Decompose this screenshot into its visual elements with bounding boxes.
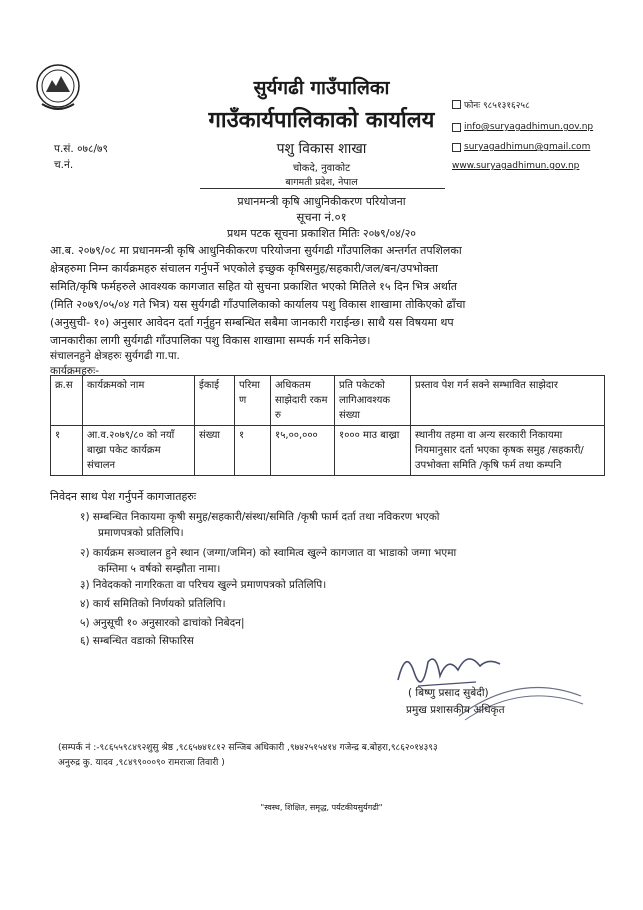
table-header: परिमा ण bbox=[235, 376, 271, 426]
table-cell: १ bbox=[51, 426, 83, 476]
website-contact: www.suryagadhimun.gov.np bbox=[452, 161, 580, 171]
table-cell: स्थानीय तहमा वा अन्य सरकारी निकायमा नियमानुसार दर्ता भएका कृषक समुह /सहकारी/उपभोक्ता समिति /कृषि फर्म तथा कम्पनि bbox=[411, 426, 605, 476]
notice-number: सूचना नं.०१ bbox=[296, 210, 347, 224]
province-name: बागमती प्रदेश, नेपाल bbox=[285, 177, 358, 188]
municipality-name: सुर्यगढी गाउँपालिका bbox=[253, 77, 390, 99]
table-row bbox=[51, 426, 605, 476]
header-divider bbox=[200, 188, 445, 189]
table-cell: १००० माउ बाख्रा bbox=[335, 426, 411, 476]
municipality-motto: "स्वस्थ, शिक्षित, समृद्ध, पर्यटकीयसुर्यगढी" bbox=[260, 803, 383, 812]
table-header-row bbox=[51, 376, 605, 426]
document-item: २) कार्यक्रम सञ्चालन हुने स्थान (जग्गा/जमिन) को स्वामित्व खुल्ने कागजात वा भाडाको जग्गा भएमा कम्तिमा ५ वर्षको सम्झौता नामा। bbox=[80, 547, 457, 575]
branch-name: पशु विकास शाखा bbox=[276, 141, 367, 157]
notice-body bbox=[50, 242, 602, 350]
document-item: ५) अनुसूची १० अनुसारको ढाचांको निबेदन| bbox=[80, 617, 245, 629]
project-title: प्रधानमन्त्री कृषि आधुनिकीकरण परियोजना bbox=[237, 195, 406, 208]
programs-label: कार्यक्रमहरुः- bbox=[50, 365, 99, 377]
table-header: प्रस्ताव पेश गर्न सक्ने सम्भावित साझेदार bbox=[411, 376, 605, 426]
program-table bbox=[50, 375, 605, 476]
table-header: प्रति पकेटको लागिआवश्यक संख्या bbox=[335, 376, 411, 426]
signatory-title: प्रमुख प्रशासकीय अधिकृत bbox=[406, 704, 505, 716]
table-cell: १ bbox=[235, 426, 271, 476]
document-item: ३) निवेदकको नागरिकता वा परिचय खुल्ने प्रमाणपत्रको प्रतिलिपि। bbox=[80, 579, 327, 591]
table-cell: संख्या bbox=[195, 426, 235, 476]
footer-contact-line: अनुरुद्र कु. यादव ,९८४९९०००९० रामराजा तिवारी ) bbox=[58, 758, 225, 768]
email-contact: info@suryagadhimun.gov.np bbox=[452, 122, 593, 132]
body-line: समिति/कृषि फर्महरुले आवश्यक कागजात सहित यो सुचना प्रकाशित भएको मितिले १५ दिन भित्र अर्थात bbox=[50, 280, 458, 293]
body-line: आ.ब. २०७९/०८ मा प्रधानमन्त्री कृषि आधुनिकीकरण परियोजना सुर्यगढी गाँउपालिका अन्तर्गत तपशिलका bbox=[50, 244, 462, 257]
gmail-contact: suryagadhimun@gmail.com bbox=[452, 142, 590, 152]
body-line: क्षेत्रहरुमा निम्न कार्यक्रमहरु संचालन गर्नुपर्ने भएकोले इच्छुक कृषिसमुह/सहकारी/जल/बन/उपभोक्ता bbox=[50, 262, 438, 275]
reference-number: प.सं. ०७८/७९ bbox=[54, 143, 108, 155]
document-item: ६) सम्बन्धित वडाको सिफारिस bbox=[80, 635, 194, 647]
table-cell: आ.व.२०७९/८० को नयाँ बाख्रा पकेट कार्यक्रम संचालन bbox=[83, 426, 195, 476]
table-header: ईकाई bbox=[195, 376, 235, 426]
table-header: क्र.स bbox=[51, 376, 83, 426]
dispatch-number: च.नं. bbox=[54, 159, 74, 171]
body-line: (मिति २०७९/०५/०४ गते भित्र) यस सुर्यगढी गाँउपालिकाको कार्यालय पशु विकास शाखामा तोकिएको ढाँचा bbox=[50, 298, 466, 311]
publish-date: प्रथम पटक सूचना प्रकाशित मितिः २०७९/०४/२० bbox=[226, 227, 417, 240]
email-icon bbox=[452, 123, 461, 132]
signatory-name: ( बिष्णु प्रसाद सुबेदी) bbox=[408, 687, 489, 699]
body-line: जानकारीका लागी सुर्यगढी गाँउपालिका पशु विकास शाखामा सम्पर्क गर्न सकिनेछ। bbox=[50, 334, 371, 347]
email-icon bbox=[452, 143, 461, 152]
phone-contact: फोनः ९८५१३१६२५८ bbox=[452, 98, 530, 111]
documents-label: निवेदन साथ पेश गर्नुपर्ने कागजातहरुः bbox=[50, 490, 197, 503]
table-header: कार्यक्रमको नाम bbox=[83, 376, 195, 426]
table-cell: १५,००,००० bbox=[271, 426, 335, 476]
office-name: गाउँकार्यपालिकाको कार्यालय bbox=[208, 108, 435, 133]
document-item: ४) कार्य समितिको निर्णयको प्रतिलिपि। bbox=[80, 598, 226, 610]
footer-contact-line: (सम्पर्क नं :-९८६५५९८४९२शुसु श्रेष्ठ ,९८६५७४१८१२ सन्जिब अधिकारी ,९७४२५१५४१४ गजेन्द्र ब.बोहरा,९८६२०१४३९३ bbox=[58, 743, 438, 753]
body-line: (अनुसुची- १०) अनुसार आवेदन दर्ता गर्नुहुन सम्बन्धित सबैमा जानकारी गराईन्छ। साथै यस विषयमा थप bbox=[50, 316, 454, 329]
office-location: चोकदे, नुवाकोट bbox=[292, 163, 351, 174]
area-label: संचालनहुने क्षेत्रहरुः सुर्यगढी गा.पा. bbox=[50, 350, 180, 362]
table-header: अधिकतम साझेदारी रकम रु bbox=[271, 376, 335, 426]
document-item: १) सम्बन्धित निकायमा कृषी समुह/सहकारी/संस्था/समिति /कृषी फार्म दर्ता तथा नविकरण भएको प्रमाणपत्रको प्रतिलिपि। bbox=[80, 511, 440, 539]
phone-icon bbox=[452, 100, 461, 109]
